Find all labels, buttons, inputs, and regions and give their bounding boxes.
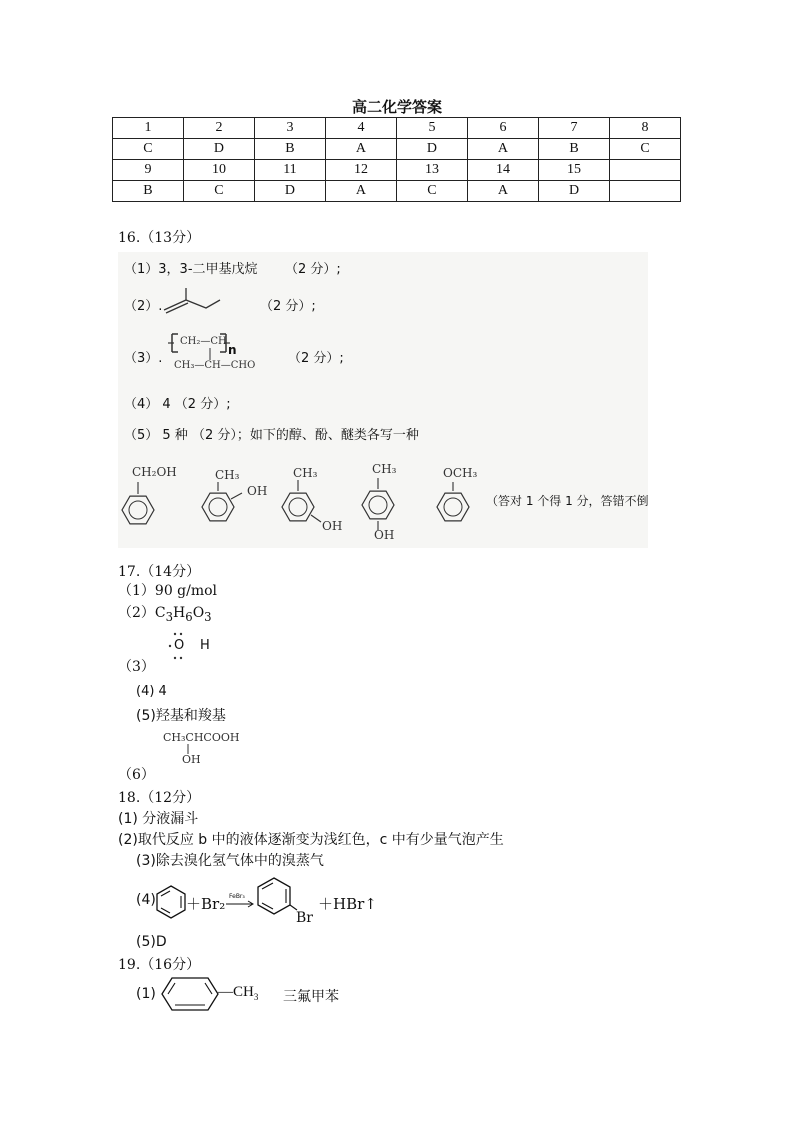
answer-table-row (113, 181, 681, 202)
answer-table-cell: C (610, 139, 681, 160)
answer-table-cell: C (183, 181, 254, 202)
page-title: 高二化学答案 (351, 98, 442, 116)
benzene-ring-4 (362, 491, 394, 519)
q17-answer-4: (4) 4 (136, 684, 167, 699)
answer-table-cell: A (467, 139, 538, 160)
q16-note: （答对 1 个得 1 分，答错不倒 (486, 494, 649, 508)
answer-table-cell: B (539, 139, 610, 160)
answer-table-cell: 14 (467, 160, 538, 181)
q18-answer-4-label: (4) (136, 892, 156, 908)
answer-table-row (113, 118, 681, 139)
isomer-label-och3: OCH₃ (443, 466, 478, 480)
q17-electron-h: H (200, 638, 210, 653)
answer-table-cell: C (396, 181, 467, 202)
q16-answer-4: （4） 4 （2 分）; (124, 397, 231, 412)
answer-table-cell: 9 (113, 160, 184, 181)
q16-polymer-n: n (228, 343, 237, 357)
isomer-label-ch3-3: CH₃ (372, 462, 397, 476)
answer-table-cell: 6 (467, 118, 538, 139)
answer-table-cell: 10 (183, 160, 254, 181)
answer-table-row (113, 160, 681, 181)
benzene-ring-1 (122, 496, 154, 524)
answer-table-cell: D (539, 181, 610, 202)
aromatic-circle-5 (444, 498, 462, 516)
isomer-label-oh-1: OH (247, 484, 268, 498)
q18-catalyst: FeBr₃ (229, 893, 245, 900)
q18-bromine-substituent: Br (296, 910, 313, 926)
q16-answer-1-score: （2 分）; (285, 262, 341, 277)
q16-answer-2-score: （2 分）; (260, 299, 316, 314)
answer-table-cell: D (254, 181, 325, 202)
answer-table-cell: A (325, 181, 396, 202)
answer-table-cell: B (113, 181, 184, 202)
q16-polymer-side: CH₃—CH—CHO (174, 360, 256, 371)
answer-table-cell: D (183, 139, 254, 160)
q17-answer-5: (5)羟基和羧基 (136, 708, 226, 724)
answer-table-cell: D (396, 139, 467, 160)
answer-table-cell: 11 (254, 160, 325, 181)
q18-bromine-reagent: ＋Br₂ (186, 895, 226, 913)
answer-table-cell: 3 (254, 118, 325, 139)
answer-table-cell: 1 (113, 118, 184, 139)
q16-answer-3-score: （2 分）; (288, 351, 344, 366)
q16-polymer-chain: CH₂—CH (180, 336, 227, 347)
answer-table-cell: 5 (396, 118, 467, 139)
q18-header: 18.（12分） (118, 790, 201, 806)
substituent-bond (311, 515, 321, 522)
q18-benzene-icon (154, 884, 188, 920)
answer-table-cell: A (467, 181, 538, 202)
q16-answer-3: （3）. (124, 351, 163, 366)
q16-answer-5: （5） 5 种 （2 分）；如下的醇、酚、醚类各写一种 (124, 428, 419, 443)
q18-answer-3: (3)除去溴化氢气体中的溴蒸气 (136, 853, 324, 869)
aromatic-circle-1 (129, 501, 147, 519)
answer-table-cell: 7 (539, 118, 610, 139)
answer-table (112, 117, 681, 202)
aromatic-circle-3 (289, 498, 307, 516)
q19-methyl-group: $—CH_3$ (218, 984, 259, 1002)
q19-answer-1-name: 三氟甲苯 (283, 989, 339, 1005)
q17-answer-2: $(2)C_3H_6O_3$ (118, 605, 212, 624)
answer-table-cell: 13 (396, 160, 467, 181)
q17-electron-o: O (174, 638, 185, 653)
q17-answer-6: （6） (118, 767, 155, 783)
q19-header: 19.（16分） (118, 957, 201, 973)
isomer-label-ch3-2: CH₃ (293, 466, 318, 480)
aromatic-circle-4 (369, 496, 387, 514)
q17-answer-3: （3） (118, 659, 155, 675)
answer-table-cell: 8 (610, 118, 681, 139)
answer-table-cell (610, 160, 681, 181)
q17-lactic-acid-oh: OH (182, 753, 201, 766)
benzene-ring-3 (282, 493, 314, 521)
isomer-label-ch3-1: CH₃ (215, 468, 240, 482)
q17-lactic-acid-top: CH₃CHCOOH (163, 731, 240, 744)
answer-table-row (113, 139, 681, 160)
isomer-label-ch2oh: CH₂OH (132, 465, 177, 479)
answer-table-cell: 12 (325, 160, 396, 181)
benzene-ring-2 (202, 493, 234, 521)
q16-alkene-structure (158, 286, 228, 316)
q16-answer-2: （2）. (124, 299, 163, 314)
q18-answer-5: (5)D (136, 934, 167, 950)
aromatic-circle-2 (209, 498, 227, 516)
q18-reaction-arrow (226, 900, 256, 908)
q18-bromobenzene-icon (254, 876, 298, 920)
answer-table-cell: 15 (539, 160, 610, 181)
q16-answer-1: （1）3，3-二甲基戊烷 (124, 262, 258, 277)
substituent-bond (231, 493, 242, 499)
isomer-label-oh-2: OH (322, 519, 343, 533)
answer-table-cell: C (113, 139, 184, 160)
answer-table-cell (610, 181, 681, 202)
q19-answer-1-label: (1) (136, 986, 156, 1002)
isomer-label-oh-3: OH (374, 528, 395, 542)
q17-header: 17.（14分） (118, 564, 201, 580)
answer-table-cell: 4 (325, 118, 396, 139)
q17-answer-1: （1）90 g/mol (118, 583, 218, 599)
benzene-ring-5 (437, 493, 469, 521)
answer-table-cell: 2 (183, 118, 254, 139)
q18-answer-1: (1) 分液漏斗 (118, 811, 199, 827)
q18-hbr-product: ＋HBr↑ (318, 895, 377, 913)
answer-table-cell: B (254, 139, 325, 160)
q16-header: 16.（13分） (118, 230, 201, 246)
answer-table-cell: A (325, 139, 396, 160)
q18-answer-2: (2)取代反应 b 中的液体逐渐变为浅红色，c 中有少量气泡产生 (118, 832, 504, 848)
